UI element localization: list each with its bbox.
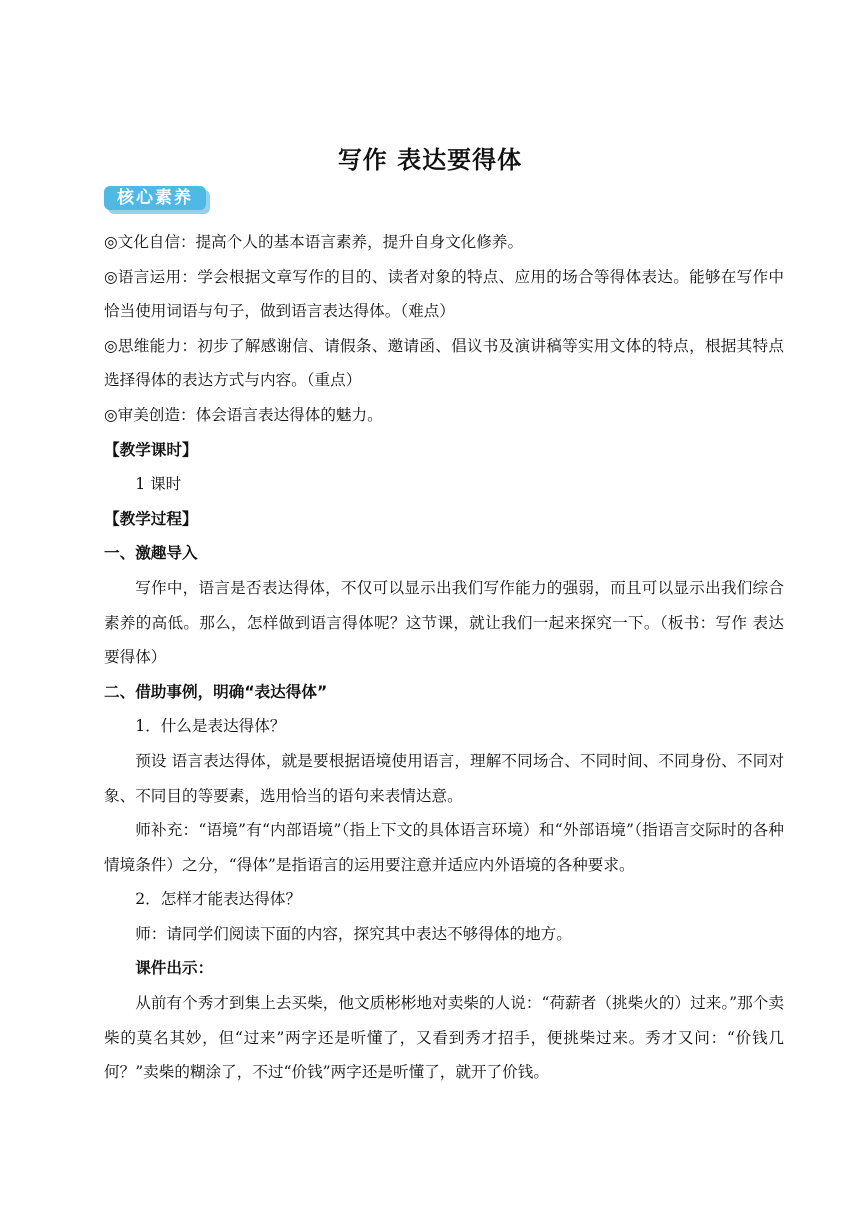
section1-paragraph: 写作中，语言是否表达得体，不仅可以显示出我们写作能力的强弱，而且可以显示出我们综合素养的高低。那么，怎样做到语言得体呢？这节课，就让我们一起来探究一下。（板书：写作 表达要得体） xyxy=(104,578,784,667)
question-2: 2．怎样才能表达得体？ xyxy=(135,890,302,909)
competency-aesthetic: ◎审美创造：体会语言表达得体的魅力。 xyxy=(104,405,383,424)
class-hours-heading: 【教学课时】 xyxy=(104,440,198,459)
story-paragraph: 从前有个秀才到集上去买柴，他文质彬彬地对卖柴的人说：“荷薪者（挑柴火的）过来。”那个卖柴的莫名其妙，但“过来”两字还是听懂了，又看到秀才招手，便挑柴过来。秀才又问：“价钱几何？”卖柴的糊涂了，不过“价钱”两字还是听懂了，就开了价钱。 xyxy=(104,994,784,1082)
page-title: 写作 表达要得体 xyxy=(337,146,523,174)
competency-language: ◎语言运用：学会根据文章写作的目的、读者对象的特点、应用的场合等得体表达。能够在写作中恰当使用词语与句子，做到语言表达得体。（难点） xyxy=(104,267,784,321)
badge-label: 核心素养 xyxy=(104,186,206,210)
competency-thinking: ◎思维能力：初步了解感谢信、请假条、邀请函、倡议书及演讲稿等实用文体的特点，根据其特点选择得体的表达方式与内容。（重点） xyxy=(104,336,784,390)
class-hours: 1 课时 xyxy=(135,475,182,494)
process-heading: 【教学过程】 xyxy=(104,509,198,528)
teacher-supplement: 师补充：“语境”有“内部语境”（指上下文的具体语言环境）和“外部语境”（指语言交际时的各种情境条件）之分，“得体”是指语言的运用要注意并适应内外语境的各种要求。 xyxy=(104,821,784,874)
section1-heading: 一、激趣导入 xyxy=(104,544,198,563)
teacher-prompt: 师：请同学们阅读下面的内容，探究其中表达不够得体的地方。 xyxy=(135,924,572,943)
competency-culture: ◎文化自信：提高个人的基本语言素养，提升自身文化修养。 xyxy=(104,233,524,251)
document-body xyxy=(104,225,784,1090)
courseware-label: 课件出示： xyxy=(135,959,214,978)
section2-heading: 二、借助事例，明确“表达得体” xyxy=(104,682,328,701)
question-1: 1．什么是表达得体？ xyxy=(135,717,286,736)
section-badge xyxy=(104,186,210,214)
preset-answer: 预设 语言表达得体，就是要根据语境使用语言，理解不同场合、不同时间、不同身份、不同对象、不同目的等要素，选用恰当的语句来表情达意。 xyxy=(104,751,784,805)
